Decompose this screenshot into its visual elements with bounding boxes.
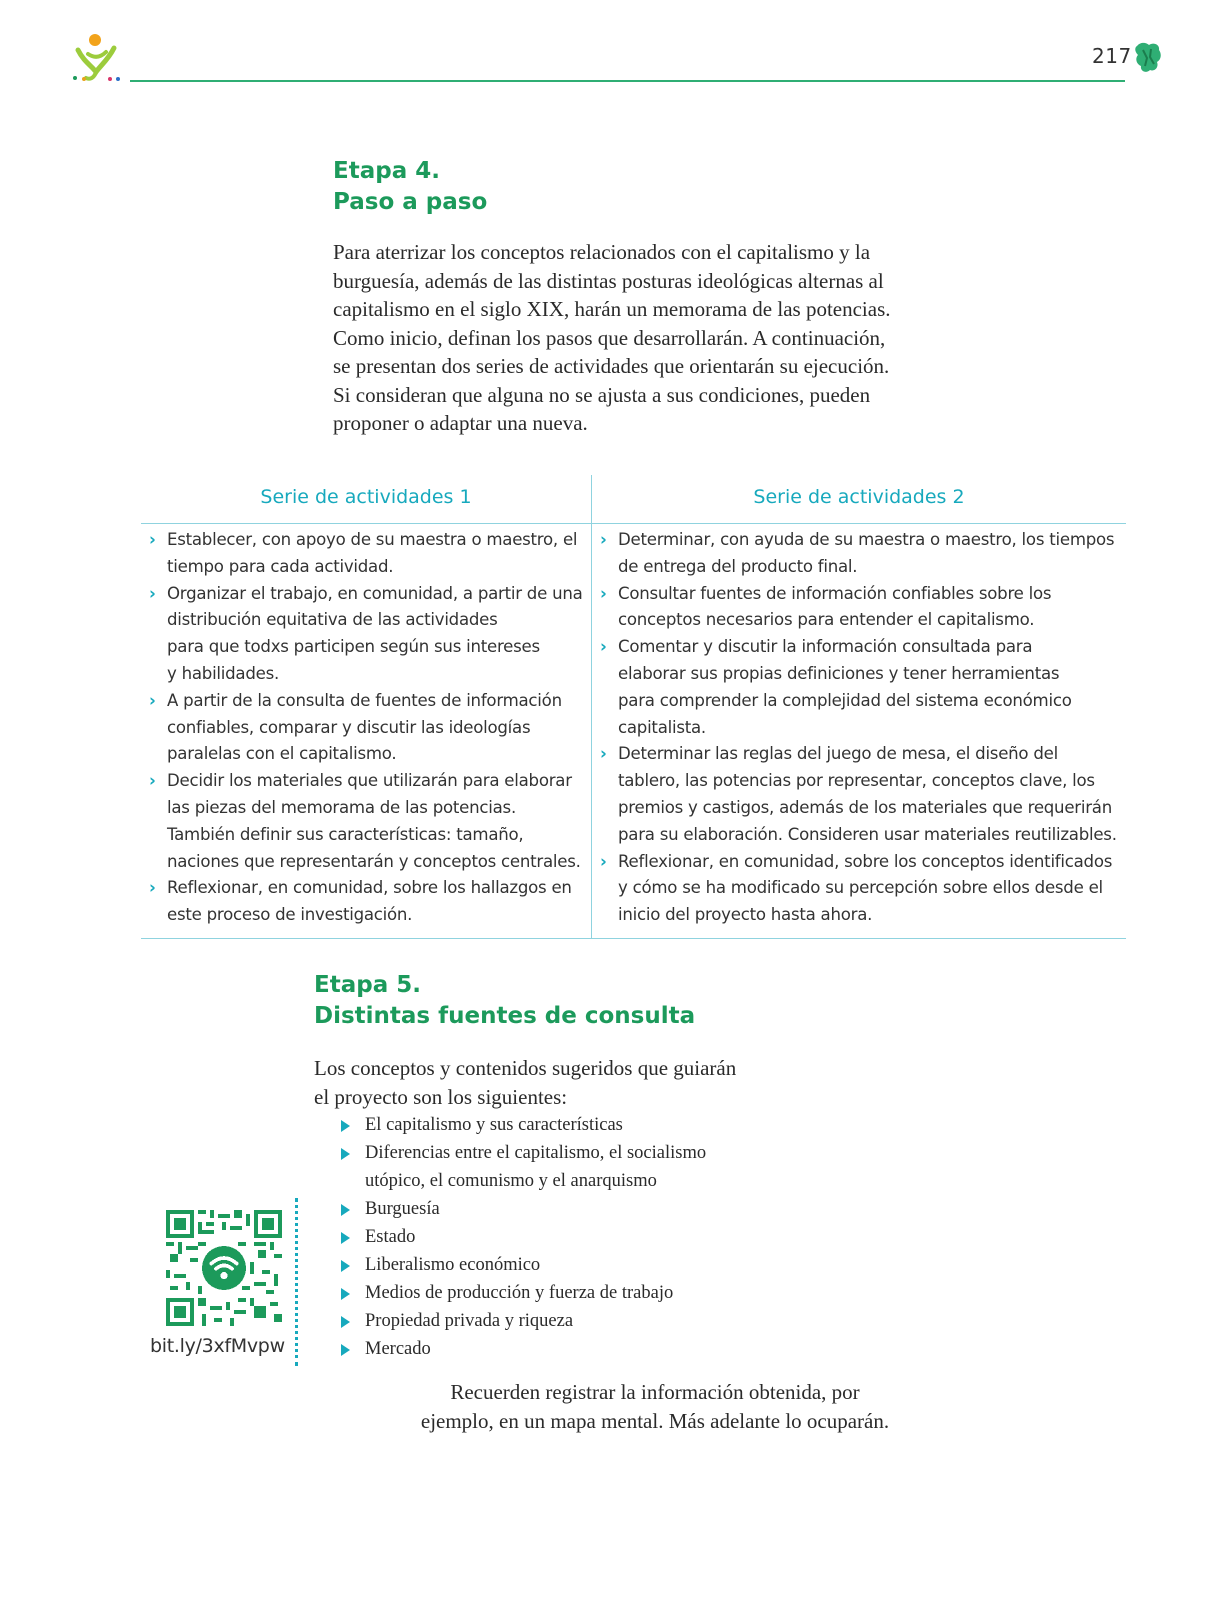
triangle-bullet-icon (341, 1148, 350, 1160)
etapa5-title: Etapa 5. (314, 972, 421, 998)
intro-line: proponer o adaptar una nueva. (333, 411, 588, 435)
item-line: capitalista. (618, 717, 706, 737)
intro-line: se presentan dos series de actividades que orientarán su ejecución. (333, 354, 890, 378)
series1-heading: Serie de actividades 1 (260, 486, 472, 508)
list-item (337, 1279, 777, 1307)
list-item (598, 634, 1123, 741)
list-item (147, 768, 587, 875)
intro-line: capitalismo en el siglo XIX, harán un memorama de las potencias. (333, 297, 891, 321)
concept-text: El capitalismo y sus características (365, 1115, 623, 1135)
chevron-right-icon: › (149, 771, 156, 791)
green-badge-icon (1133, 40, 1163, 74)
logo-icon (70, 32, 126, 84)
dotted-divider (295, 1198, 298, 1366)
triangle-bullet-icon (341, 1260, 350, 1272)
item-line: Comentar y discutir la información consultada para (618, 637, 1033, 657)
column-divider (591, 475, 592, 939)
concept-text: Mercado (365, 1339, 431, 1359)
header-divider (141, 523, 1126, 524)
item-line: de entrega del producto final. (618, 556, 858, 576)
table-bottom-rule (141, 938, 1126, 939)
triangle-bullet-icon (341, 1344, 350, 1356)
item-line: las piezas del memorama de las potencias. (167, 797, 516, 817)
item-line: naciones que representarán y conceptos centrales. (167, 851, 581, 871)
concept-text: Burguesía (365, 1199, 440, 1219)
concept-text: utópico, el comunismo y el anarquismo (365, 1171, 657, 1191)
item-line: este proceso de investigación. (167, 905, 413, 925)
list-item (598, 741, 1123, 848)
activities-table (141, 475, 1126, 939)
page-number: 217 (1092, 44, 1132, 68)
triangle-bullet-icon (341, 1232, 350, 1244)
list-item (337, 1307, 777, 1335)
item-line: Determinar las reglas del juego de mesa, el diseño del (618, 744, 1058, 764)
series2-list (598, 527, 1123, 929)
intro-line: burguesía, además de las distintas posturas ideológicas alternas al (333, 268, 884, 293)
list-item (598, 527, 1123, 581)
chevron-right-icon: › (600, 530, 607, 549)
list-item (337, 1139, 777, 1195)
intro-line: el proyecto son los siguientes: (314, 1084, 568, 1109)
item-line: y cómo se ha modificado su percepción sobre ellos desde el (618, 878, 1103, 898)
chevron-right-icon: › (600, 583, 607, 603)
item-line: Establecer, con apoyo de su maestra o maestro, el (167, 530, 578, 549)
concept-text: Propiedad privada y riqueza (365, 1311, 574, 1331)
list-item (147, 581, 587, 688)
etapa5-intro-paragraph (314, 1054, 784, 1111)
chevron-right-icon: › (149, 583, 156, 603)
qr-link-text[interactable]: bit.ly/3xfMvpw (150, 1335, 285, 1357)
item-line: y habilidades. (167, 663, 280, 683)
etapa4-title: Etapa 4. (333, 158, 440, 184)
item-line: A partir de la consulta de fuentes de información (167, 690, 562, 710)
intro-line: Como inicio, definan los pasos que desarrollarán. A continuación, (333, 325, 886, 350)
concept-text: Diferencias entre el capitalismo, el socialismo (365, 1143, 707, 1163)
closing-line: ejemplo, en un mapa mental. Más adelante lo ocuparán. (420, 1408, 890, 1433)
triangle-bullet-icon (341, 1120, 350, 1132)
item-line: inicio del proyecto hasta ahora. (618, 905, 873, 925)
item-line: Determinar, con ayuda de su maestra o maestro, los tiempos (618, 530, 1115, 549)
item-line: elaborar sus propias definiciones y tener herramientas (618, 663, 1060, 683)
item-line: Reflexionar, en comunidad, sobre los hallazgos en (167, 878, 572, 898)
item-line: conceptos necesarios para entender el capitalismo. (618, 610, 1035, 630)
list-item (337, 1223, 777, 1251)
chevron-right-icon: › (600, 744, 607, 764)
concepts-list (337, 1111, 777, 1363)
list-item (147, 875, 587, 929)
list-item (147, 688, 587, 768)
intro-line: Para aterrizar los conceptos relacionados con el capitalismo y la (333, 240, 871, 264)
qr-code-icon[interactable] (166, 1210, 282, 1326)
item-line: confiables, comparar y discutir las ideologías (167, 717, 531, 737)
item-line: Organizar el trabajo, en comunidad, a partir de una (167, 583, 583, 603)
chevron-right-icon: › (600, 851, 607, 871)
header-rule (130, 80, 1125, 82)
item-line: Consultar fuentes de información confiables sobre los (618, 583, 1052, 603)
list-item (337, 1111, 777, 1139)
item-line: para que todxs participen según sus intereses (167, 637, 540, 657)
etapa4-intro-paragraph (333, 238, 973, 438)
item-line: tiempo para cada actividad. (167, 556, 394, 576)
series2-heading: Serie de actividades 2 (753, 486, 965, 508)
etapa4-subtitle: Paso a paso (333, 189, 488, 215)
list-item (598, 849, 1123, 929)
item-line: para comprender la complejidad del sistema económico (618, 690, 1072, 710)
concept-text: Liberalismo económico (365, 1255, 541, 1275)
triangle-bullet-icon (341, 1204, 350, 1216)
item-line: para su elaboración. Consideren usar materiales reutilizables. (618, 824, 1117, 844)
etapa5-heading (314, 970, 695, 1032)
item-line: paralelas con el capitalismo. (167, 744, 397, 764)
list-item (337, 1335, 777, 1363)
triangle-bullet-icon (341, 1288, 350, 1300)
item-line: Decidir los materiales que utilizarán para elaborar (167, 771, 572, 791)
item-line: Reflexionar, en comunidad, sobre los conceptos identificados (618, 851, 1113, 871)
item-line: premios y castigos, además de los materiales que requerirán (618, 797, 1112, 817)
chevron-right-icon: › (149, 878, 156, 898)
list-item (337, 1251, 777, 1279)
closing-note (330, 1378, 980, 1435)
chevron-right-icon: › (600, 637, 607, 657)
etapa4-heading (333, 156, 487, 218)
intro-line: Los conceptos y contenidos sugeridos que guiarán (314, 1056, 737, 1080)
triangle-bullet-icon (341, 1316, 350, 1328)
etapa5-subtitle: Distintas fuentes de consulta (314, 1003, 696, 1029)
concept-text: Estado (365, 1227, 416, 1247)
item-line: distribución equitativa de las actividades (167, 610, 498, 630)
intro-line: Si consideran que alguna no se ajusta a sus condiciones, pueden (333, 382, 871, 407)
item-line: tablero, las potencias por representar, conceptos clave, los (618, 771, 1095, 791)
list-item (147, 527, 587, 581)
concept-text: Medios de producción y fuerza de trabajo (365, 1283, 674, 1303)
chevron-right-icon: › (149, 530, 156, 549)
list-item (598, 581, 1123, 635)
item-line: También definir sus características: tamaño, (167, 824, 524, 844)
closing-line: Recuerden registrar la información obtenida, por (450, 1380, 860, 1404)
list-item (337, 1195, 777, 1223)
series1-list (147, 527, 587, 929)
chevron-right-icon: › (149, 690, 156, 710)
